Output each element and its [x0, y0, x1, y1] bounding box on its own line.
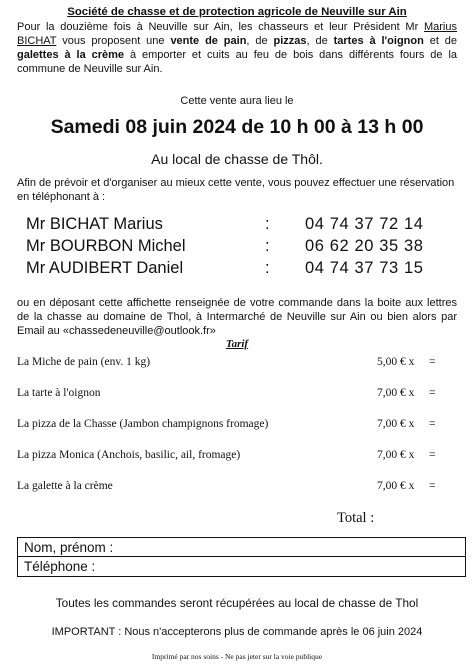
president-name: Marius BICHAT [17, 21, 457, 47]
tarif-item-price: 7,00 € x [377, 449, 415, 461]
total-label: Total : [337, 510, 375, 526]
title-text: Société de chasse et de protection agricole de Neuville sur Ain [67, 6, 407, 18]
phone-field-label: Téléphone : [24, 559, 96, 574]
intro-text-2: vous proposent une [56, 35, 171, 47]
sale-intro-line: Cette vente aura lieu le [180, 95, 294, 107]
contact-name: Mr BOURBON Michel [26, 237, 186, 255]
contact-separator: : [265, 259, 270, 277]
tarif-item-price: 5,00 € x [377, 356, 415, 368]
intro-text-1: Pour la douzième fois à Neuville sur Ain, les chasseurs et leur Président Mr [17, 21, 424, 33]
tarif-equals: = [429, 449, 436, 461]
tarif-item-label: La Miche de pain (env. 1 kg) [17, 356, 151, 368]
contact-row [26, 237, 456, 259]
tarif-item-label: La tarte à l'oignon [17, 387, 101, 399]
order-form-box [17, 537, 466, 577]
tarif-item-price: 7,00 € x [377, 387, 415, 399]
footer-note: Imprimé par nos soins - Ne pas jeter sur la voie publique [151, 652, 323, 661]
contact-name: Mr BICHAT Marius [26, 215, 163, 233]
contact-separator: : [265, 215, 270, 233]
tarif-equals: = [429, 356, 436, 368]
intro-text-4: , de [306, 35, 334, 47]
reservation-text: Afin de prévoir et d'organiser au mieux cette vente, vous pouvez effectuer une réservation en téléphonant à : [17, 177, 455, 203]
name-field[interactable] [18, 538, 465, 557]
tarif-row [17, 418, 457, 449]
intro-bold-bread: vente de pain [170, 35, 247, 47]
tarif-item-label: La pizza de la Chasse (Jambon champignons fromage) [17, 418, 269, 430]
intro-text-3: , de [246, 35, 274, 47]
tarif-item-price: 7,00 € x [377, 418, 415, 430]
intro-bold-pizzas: pizzas [273, 35, 307, 47]
intro-bold-tarts: tartes à l'oignon [333, 35, 424, 47]
intro-bold-galettes: galettes à la crème [17, 49, 125, 61]
tarif-equals: = [429, 387, 436, 399]
tarif-item-price: 7,00 € x [377, 480, 415, 492]
intro-paragraph [17, 20, 457, 76]
tarif-row [17, 356, 457, 387]
tarif-row [17, 480, 457, 511]
contact-list [26, 215, 456, 281]
intro-text-6: à emporter et cuits au feu de bois dans différents fours de la commune de Neuville sur Ain. [17, 49, 458, 75]
tarif-item-label: La pizza Monica (Anchois, basilic, ail, fromage) [17, 449, 241, 461]
sale-place: Au local de chasse de Thôl. [151, 151, 323, 167]
drop-off-text: ou en déposant cette affichette renseignée de votre commande dans la boite aux lettres de la chasse au domaine de Thol, à Intermarché de Neuville sur Ain ou bien alors par Email au «chassedeneuville@outlook.fr» [17, 297, 457, 337]
contact-row [26, 215, 456, 237]
tarif-row [17, 387, 457, 418]
intro-text-5: et de [423, 35, 458, 47]
important-notice: IMPORTANT : Nous n'accepterons plus de commande après le 06 juin 2024 [51, 626, 423, 638]
name-field-label: Nom, prénom : [24, 540, 114, 555]
collection-notice: Toutes les commandes seront récupérées au local de chasse de Thol [55, 596, 419, 610]
sale-date: Samedi 08 juin 2024 de 10 h 00 à 13 h 00 [50, 116, 424, 138]
page-title [0, 6, 474, 18]
tarif-title: Tarif [225, 338, 249, 350]
tarif-equals: = [429, 418, 436, 430]
tarif-equals: = [429, 480, 436, 492]
contact-phone: 04 74 37 73 15 [305, 259, 424, 277]
contact-phone: 04 74 37 72 14 [305, 215, 424, 233]
contact-separator: : [265, 237, 270, 255]
tarif-row [17, 449, 457, 480]
contact-phone: 06 62 20 35 38 [305, 237, 424, 255]
tarif-item-label: La galette à la crème [17, 480, 113, 492]
tarif-list [17, 356, 457, 511]
contact-row [26, 259, 456, 281]
contact-name: Mr AUDIBERT Daniel [26, 259, 184, 277]
phone-field[interactable] [18, 557, 465, 576]
